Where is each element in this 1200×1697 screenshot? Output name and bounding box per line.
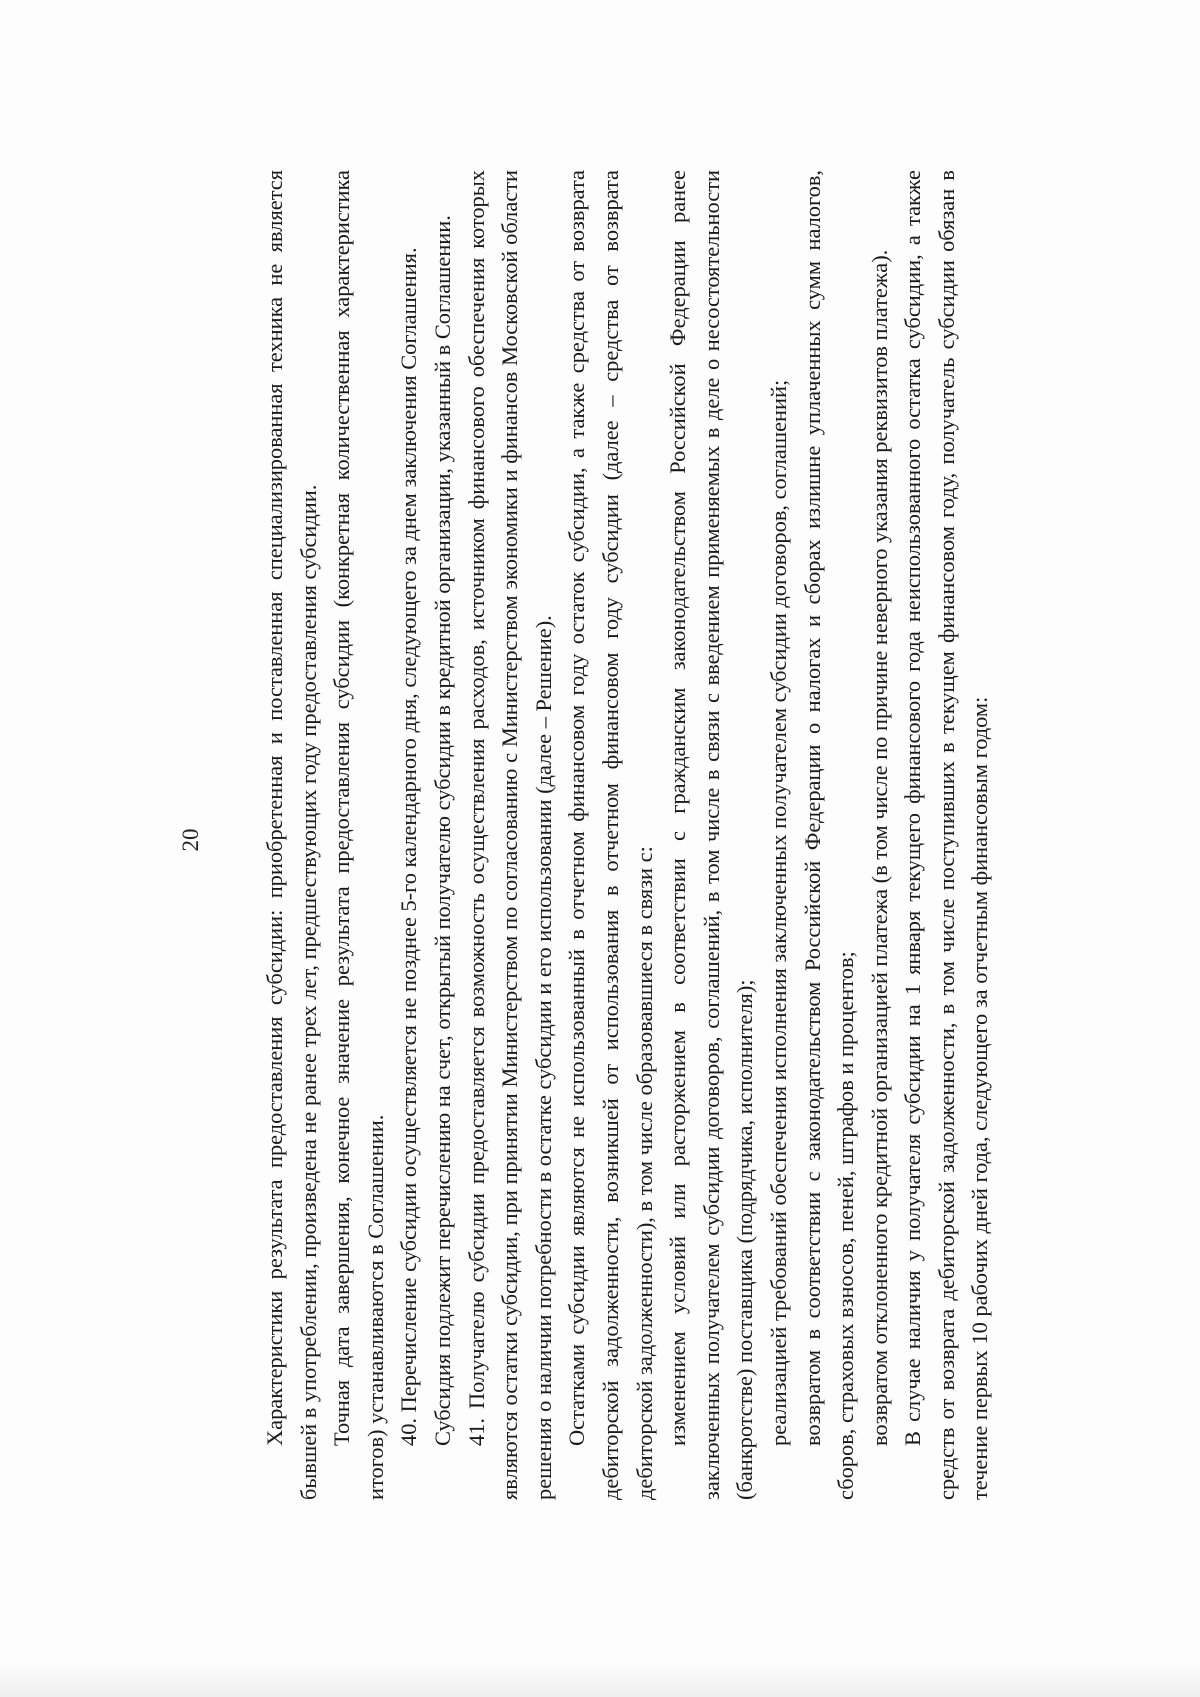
paragraph-rejected-payment: возвратом отклоненного кредитной организацией платежа (в том числе по причине неверного указания реквизитов платежа).	[866, 249, 892, 1446]
rotated-page-content	[166, 80, 1126, 1600]
paragraph-item-41: 41. Получателю субсидии предоставляется возможность осуществления расходов, источником финансового обеспечения которых являются остатки субсидии, при принятии Министерством по согласованию с Министерством экономики и финансов Московской области решения о наличии потребности в остатке субсидии и его использовании (далее – Решение).	[463, 170, 556, 1500]
page-content	[166, 80, 1126, 1600]
paragraph-transfer-account: Субсидия подлежит перечислению на счет, открытый получателю субсидии в кредитной организации, указанный в Соглашении.	[429, 215, 455, 1446]
document-body	[258, 170, 997, 1500]
paragraph-tax-refund: возвратом в соответствии с законодательством Российской Федерации о налогах и сборах излишне уплаченных сумм налогов, сборов, страховых взносов, пеней, штрафов и процентов;	[799, 170, 859, 1500]
scan-edge	[0, 1663, 1200, 1697]
paragraph-result-characteristics: Характеристики результата предоставления субсидии: приобретенная и поставленная специализированная техника не является бывшей в употреблении, произведена не ранее трех лет, предшествующих году предоставления субсидии.	[262, 170, 321, 1500]
page-number: 20	[178, 828, 203, 852]
paragraph-subsidy-remainders: Остатками субсидии являются не использованный в отчетном финансовом году остаток субсидии, а также средства от возврата дебиторской задолженности, возникшей от использования в отчетном финансовом году субсидии (далее – средства от возврата дебиторской задолженности), в том числе образовавшиеся в связи с:	[564, 170, 657, 1500]
paragraph-completion-date: Точная дата завершения, конечное значение результата предоставления субсидии (конкретная количественная характеристика итогов) устанавливаются в Соглашении.	[329, 170, 388, 1500]
paragraph-contract-changes: изменением условий или расторжением в соответствии с гражданским законодательством Российской Федерации ранее заключенных получателем субсидии договоров, соглашений, в том числе в связи с введением применяемых в деле о несостоятельности (банкротстве) поставщика (подрядчика, исполнителя);	[665, 170, 758, 1500]
paragraph-item-40: 40. Перечисление субсидии осуществляется не позднее 5-го календарного дня, следующего за днем заключения Соглашения.	[396, 247, 422, 1446]
paragraph-unused-balance: В случае наличия у получателя субсидии на 1 января текущего финансового года неиспользованного остатка субсидии, а также средств от возврата дебиторской задолженности, в том числе поступивших в текущем финансовом году, получатель субсидии обязан в течение первых 10 рабочих дней года, следующего за отчетным финансовым годом:	[900, 170, 993, 1500]
paragraph-security-requirements: реализацией требований обеспечения исполнения заключенных получателем субсидии договоров, соглашений;	[765, 379, 791, 1446]
